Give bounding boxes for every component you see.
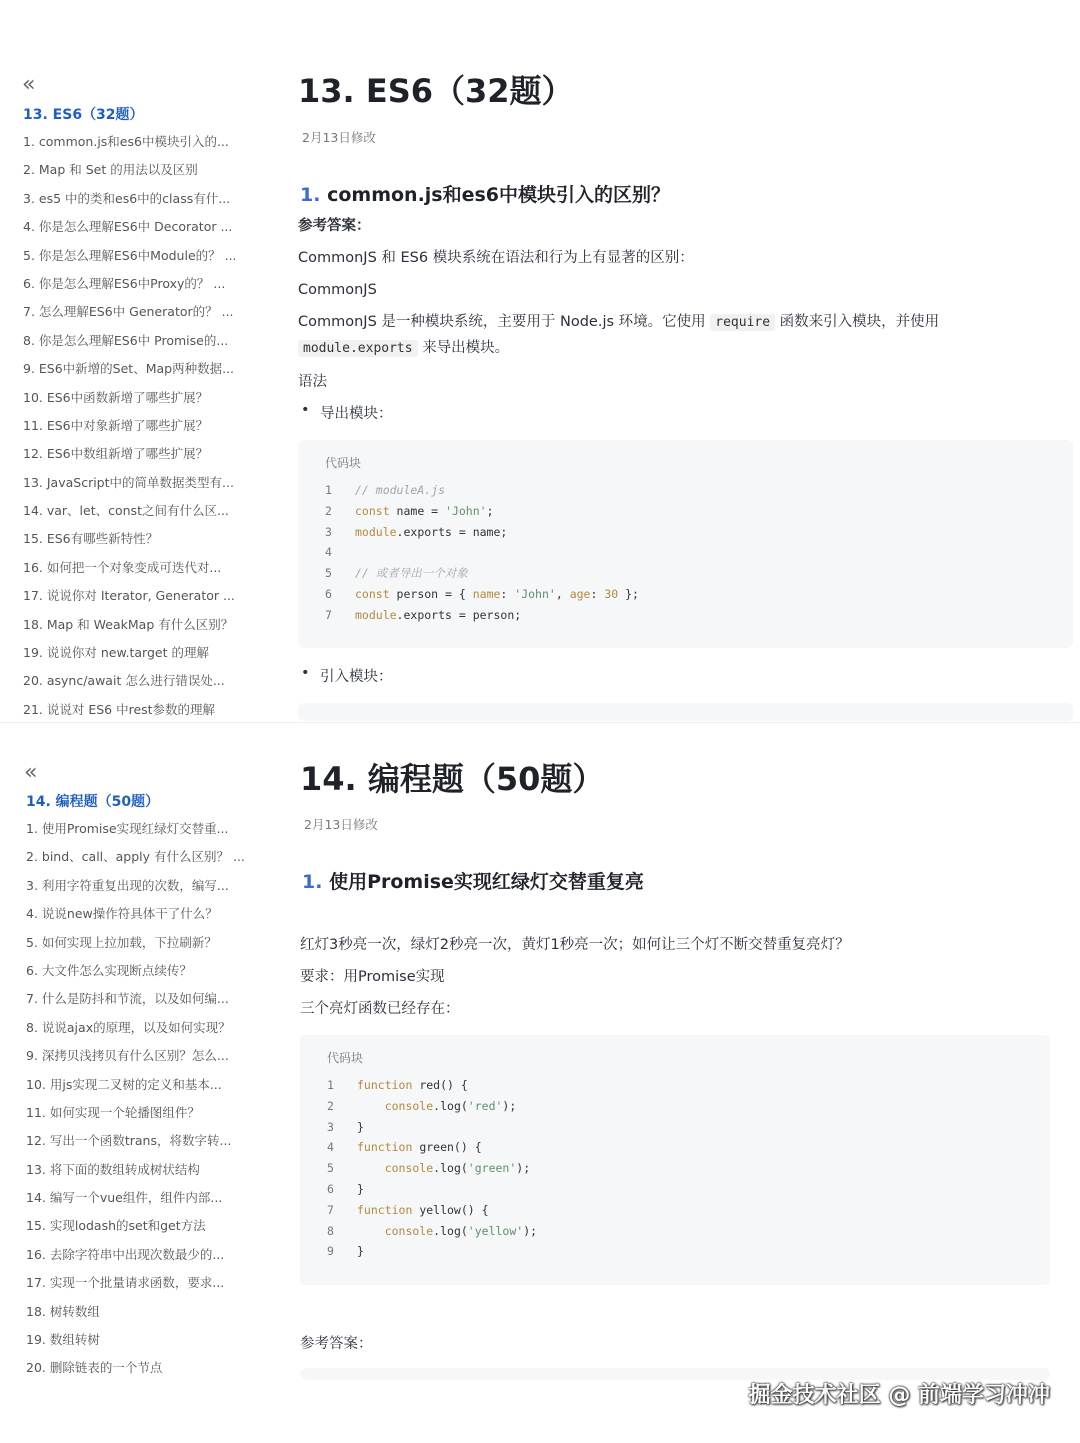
code-line xyxy=(327,1179,537,1200)
page-title: 13. ES6（32题） xyxy=(298,72,574,110)
modified-date: 2月13日修改 xyxy=(302,130,376,145)
code-token: .log( xyxy=(433,1098,468,1113)
code-token: 'green' xyxy=(467,1161,517,1176)
answer-label: 参考答案： xyxy=(300,1336,373,1352)
sidebar-item[interactable]: 11. ES6中对象新增了哪些扩展？ xyxy=(23,417,209,433)
sidebar-item[interactable]: 8. 你是怎么理解ES6中 Promise的... xyxy=(23,332,229,348)
line-number: 4 xyxy=(327,1140,334,1155)
line-number: 7 xyxy=(325,607,332,622)
code-block xyxy=(300,1035,1050,1285)
line-number: 5 xyxy=(327,1161,334,1176)
line-number: 6 xyxy=(325,586,332,601)
code-line xyxy=(327,1137,537,1158)
question-heading xyxy=(302,867,644,894)
sidebar-item[interactable]: 3. 利用字符重复出现的次数，编写... xyxy=(26,877,229,893)
code-line xyxy=(327,1221,537,1242)
code-token: 30 xyxy=(604,586,619,601)
modified-date: 2月13日修改 xyxy=(304,817,378,832)
sidebar-item[interactable]: 10. 用js实现二叉树的定义和基本... xyxy=(26,1076,222,1092)
code-token: name = xyxy=(389,503,446,518)
code-line xyxy=(325,563,639,584)
code-token: ); xyxy=(516,1161,531,1176)
section-divider xyxy=(0,722,1080,723)
sidebar-item[interactable]: 7. 什么是防抖和节流，以及如何编... xyxy=(26,991,229,1007)
paragraph-text: 函数来引入模块，并使用 xyxy=(779,314,940,330)
code-token: console xyxy=(357,1223,434,1238)
sidebar-item[interactable]: 2. bind、call、apply 有什么区别？ ... xyxy=(26,849,245,865)
line-number: 4 xyxy=(325,545,332,560)
sidebar-item[interactable]: 19. 说说你对 new.target 的理解 xyxy=(23,645,209,661)
code-token: name xyxy=(472,586,501,601)
code-line xyxy=(325,501,639,522)
code-token: // moduleA.js xyxy=(355,483,446,497)
code-token: green() { xyxy=(412,1140,482,1155)
sidebar-title[interactable]: 14. 编程题（50题） xyxy=(26,794,160,810)
question-number: 1. xyxy=(300,184,321,206)
code-token: 'John' xyxy=(445,503,487,518)
code-token: } xyxy=(357,1181,364,1196)
sidebar-item[interactable]: 8. 说说ajax的原理，以及如何实现？ xyxy=(26,1019,231,1035)
line-number: 8 xyxy=(327,1223,334,1238)
code-token: }; xyxy=(618,586,639,601)
sidebar-item[interactable]: 16. 如何把一个对象变成可迭代对... xyxy=(23,559,222,575)
sidebar-item[interactable]: 13. 将下面的数组转成树状结构 xyxy=(26,1161,200,1177)
paragraph: 三个亮灯函数已经存在： xyxy=(300,1001,460,1017)
code-token: yellow() { xyxy=(412,1202,489,1217)
sidebar-item[interactable]: 10. ES6中函数新增了哪些扩展？ xyxy=(23,389,209,405)
line-number: 2 xyxy=(325,503,332,518)
code-line xyxy=(325,584,639,605)
sidebar-item[interactable]: 20. async/await 怎么进行错误处... xyxy=(23,673,225,689)
sidebar-item[interactable]: 12. 写出一个函数trans，将数字转... xyxy=(26,1133,232,1149)
code-token: .log( xyxy=(433,1223,468,1238)
line-number: 7 xyxy=(327,1202,334,1217)
sidebar-item[interactable]: 12. ES6中数组新增了哪些扩展？ xyxy=(23,446,209,462)
sidebar-list xyxy=(26,815,246,1383)
sidebar-item[interactable]: 3. es5 中的类和es6中的class有什... xyxy=(23,190,231,206)
code-token: function xyxy=(357,1140,413,1155)
question-heading xyxy=(300,180,670,207)
code-token: .exports = person; xyxy=(396,607,522,622)
sidebar-item[interactable]: 21. 说说对 ES6 中rest参数的理解 xyxy=(23,701,216,717)
code-line xyxy=(327,1241,537,1262)
sidebar-item[interactable]: 1. common.js和es6中模块引入的... xyxy=(23,134,229,149)
code-line xyxy=(327,1200,537,1221)
paragraph xyxy=(298,309,939,336)
code-token: } xyxy=(357,1244,364,1259)
collapse-sidebar-icon[interactable]: « xyxy=(24,760,38,785)
code-line xyxy=(325,542,639,563)
code-token: .log( xyxy=(433,1161,468,1176)
code-line xyxy=(327,1075,537,1096)
code-token: function xyxy=(357,1078,413,1092)
sidebar-item[interactable]: 1. 使用Promise实现红绿灯交替重... xyxy=(26,821,229,836)
sidebar-item[interactable]: 14. 编写一个vue组件，组件内部... xyxy=(26,1190,223,1206)
code-token: age xyxy=(569,586,591,601)
sidebar-item[interactable]: 15. ES6有哪些新特性？ xyxy=(23,531,159,547)
line-number: 1 xyxy=(327,1078,334,1092)
paragraph: CommonJS xyxy=(298,282,377,298)
code-token: : xyxy=(590,586,605,601)
paragraph-text: CommonJS 是一种模块系统，主要用于 Node.js 环境。它使用 xyxy=(298,314,706,330)
sidebar-item[interactable]: 9. ES6中新增的Set、Map两种数据... xyxy=(23,361,235,377)
line-number: 6 xyxy=(327,1181,334,1196)
sidebar-item[interactable]: 11. 如何实现一个轮播图组件？ xyxy=(26,1104,200,1120)
code-lines xyxy=(327,1075,537,1262)
sidebar-item[interactable]: 18. 树转数组 xyxy=(26,1303,100,1319)
collapse-sidebar-icon[interactable]: « xyxy=(22,72,36,97)
sidebar-item[interactable]: 6. 大文件怎么实现断点续传？ xyxy=(26,962,192,978)
paragraph-text: 来导出模块。 xyxy=(422,340,510,356)
code-token: 'red' xyxy=(467,1098,503,1113)
paragraph: CommonJS 和 ES6 模块系统在语法和行为上有显著的区别： xyxy=(298,250,694,266)
code-token: person = { xyxy=(389,586,473,601)
paragraph: 语法 xyxy=(298,374,327,390)
code-token: console xyxy=(357,1098,434,1113)
sidebar-item[interactable]: 2. Map 和 Set 的用法以及区别 xyxy=(23,162,198,178)
inline-code: require xyxy=(710,314,775,331)
sidebar-item[interactable]: 14. var、let、const之间有什么区... xyxy=(23,503,229,519)
code-line xyxy=(327,1117,537,1138)
paragraph xyxy=(298,335,509,362)
line-number: 3 xyxy=(327,1119,334,1134)
sidebar-item[interactable]: 9. 深拷贝浅拷贝有什么区别？怎么... xyxy=(26,1048,229,1064)
inline-code: module.exports xyxy=(298,340,418,357)
sidebar-item[interactable]: 20. 删除链表的一个节点 xyxy=(26,1360,163,1376)
sidebar-item[interactable]: 17. 实现一个批量请求函数，要求... xyxy=(26,1275,225,1291)
code-block xyxy=(298,440,1073,648)
bullet-item: • 导出模块： xyxy=(320,402,393,423)
sidebar-item[interactable]: 18. Map 和 WeakMap 有什么区别？ xyxy=(23,616,234,632)
code-token: : xyxy=(500,586,515,601)
sidebar-item[interactable]: 16. 去除字符串中出现次数最少的... xyxy=(26,1246,225,1262)
code-token: ); xyxy=(523,1223,538,1238)
line-number: 9 xyxy=(327,1244,334,1259)
code-line xyxy=(327,1096,537,1117)
question-title: common.js和es6中模块引入的区别？ xyxy=(327,184,671,206)
code-token: 'John' xyxy=(514,586,556,601)
code-token: console xyxy=(357,1161,434,1176)
sidebar-item[interactable]: 19. 数组转树 xyxy=(26,1332,100,1348)
bullet-item: • 引入模块： xyxy=(320,665,393,686)
code-token: // 或者导出一个对象 xyxy=(355,566,468,581)
question-number: 1. xyxy=(302,871,323,893)
paragraph: 要求：用Promise实现 xyxy=(300,969,445,985)
code-token: red() { xyxy=(412,1078,468,1092)
page-title: 14. 编程题（50题） xyxy=(300,760,605,798)
sidebar-item[interactable]: 5. 如何实现上拉加载，下拉刷新？ xyxy=(26,934,217,950)
code-token: module xyxy=(355,524,397,539)
line-number: 2 xyxy=(327,1098,334,1113)
code-token: ); xyxy=(502,1098,517,1113)
code-token: const xyxy=(355,586,390,601)
sidebar-list xyxy=(23,128,243,724)
question-title: 使用Promise实现红绿灯交替重复亮 xyxy=(329,871,644,893)
code-line xyxy=(325,522,639,543)
line-number: 1 xyxy=(325,483,332,497)
watermark: 掘金技术社区 @ 前端学习冲冲 xyxy=(748,1383,1050,1408)
code-line xyxy=(325,605,639,626)
sidebar-title[interactable]: 13. ES6（32题） xyxy=(23,107,144,123)
code-token: } xyxy=(357,1119,364,1134)
code-block-label: 代码块 xyxy=(327,1051,364,1065)
paragraph: 红灯3秒亮一次，绿灯2秒亮一次，黄灯1秒亮一次；如何让三个灯不断交替重复亮灯？ xyxy=(300,937,850,953)
code-token: module xyxy=(355,607,397,622)
sidebar-item[interactable]: 4. 说说new操作符具体干了什么？ xyxy=(26,906,218,922)
code-token: , xyxy=(555,586,570,601)
sidebar-item[interactable]: 7. 怎么理解ES6中 Generator的？ ... xyxy=(23,304,234,320)
code-block-label: 代码块 xyxy=(325,456,362,470)
code-lines xyxy=(325,480,639,626)
sidebar-item[interactable]: 5. 你是怎么理解ES6中Module的？ ... xyxy=(23,247,237,263)
line-number: 3 xyxy=(325,524,332,539)
line-number: 5 xyxy=(325,566,332,581)
sidebar-item[interactable]: 17. 说说你对 Iterator, Generator ... xyxy=(23,588,235,604)
code-token: .exports = name; xyxy=(396,524,508,539)
code-block-collapsed xyxy=(298,703,1073,721)
code-token: 'yellow' xyxy=(467,1223,524,1238)
code-line xyxy=(327,1158,537,1179)
code-line xyxy=(325,480,639,501)
code-token: const xyxy=(355,503,390,518)
sidebar-item[interactable]: 6. 你是怎么理解ES6中Proxy的？ ... xyxy=(23,275,226,291)
sidebar-item[interactable]: 13. JavaScript中的简单数据类型有... xyxy=(23,474,234,490)
code-token: function xyxy=(357,1202,413,1217)
sidebar-item[interactable]: 4. 你是怎么理解ES6中 Decorator ... xyxy=(23,219,233,235)
sidebar-item[interactable]: 15. 实现lodash的set和get方法 xyxy=(26,1218,206,1234)
code-token: ; xyxy=(486,503,494,518)
answer-label: 参考答案： xyxy=(298,218,371,234)
